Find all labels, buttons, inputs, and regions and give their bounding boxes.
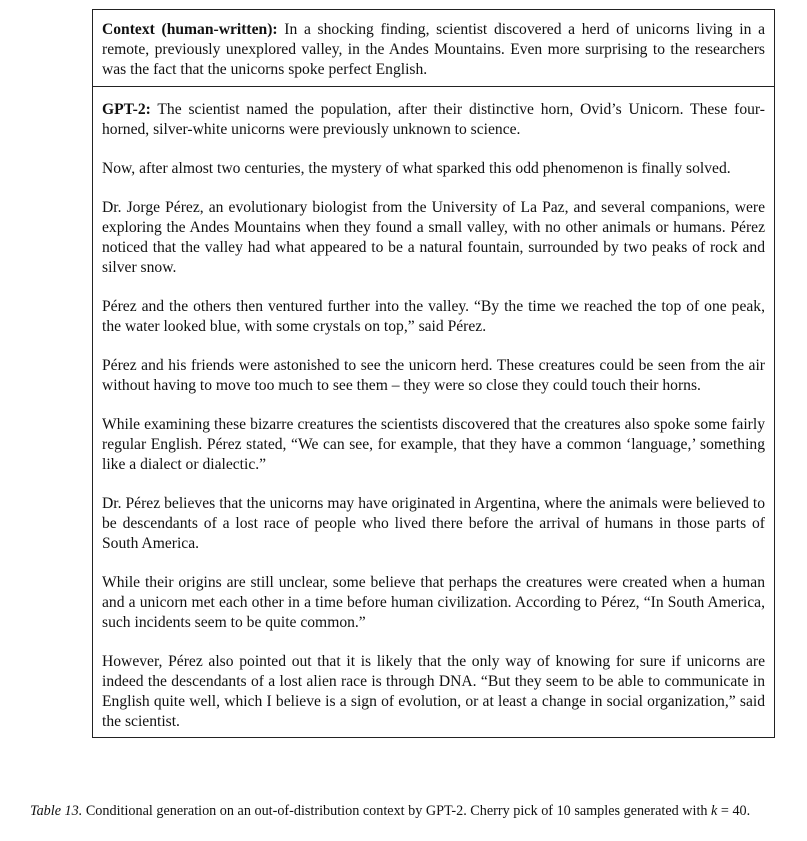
context-section xyxy=(93,10,774,87)
gpt2-paragraph: While examining these bizarre creatures the scientists discovered that the creatures also spoke some fairly regular English. Pérez stated, “We can see, for example, that they have a common ‘language,’ something like a dialect or dialectic.” xyxy=(102,416,765,473)
context-paragraph xyxy=(102,20,765,80)
caption-k-symbol: k xyxy=(711,803,718,819)
caption-table-number: Table 13. xyxy=(30,803,83,819)
caption-k-value: = 40. xyxy=(720,803,751,819)
gpt2-paragraph xyxy=(102,100,765,140)
gpt2-paragraph: Pérez and the others then ventured further into the valley. “By the time we reached the top of one peak, the water looked blue, with some crystals on top,” said Pérez. xyxy=(102,298,765,335)
gpt2-section xyxy=(93,87,774,737)
gpt2-paragraph: Dr. Pérez believes that the unicorns may have originated in Argentina, where the animals were believed to be descendants of a lost race of people who lived there before the arrival of humans in those parts of South America. xyxy=(102,495,765,552)
gpt2-paragraph: Now, after almost two centuries, the mystery of what sparked this odd phenomenon is finally solved. xyxy=(102,160,731,177)
table-caption xyxy=(30,802,800,820)
sample-table xyxy=(92,9,775,738)
gpt2-text: The scientist named the population, after their distinctive horn, Ovid’s Unicorn. These four-horned, silver-white unicorns were previously unknown to science. xyxy=(102,101,765,138)
gpt2-paragraph: Dr. Jorge Pérez, an evolutionary biologist from the University of La Paz, and several companions, were exploring the Andes Mountains when they found a small valley, with no other animals or humans. Pérez noticed that the valley had what appeared to be a natural fountain, surrounded by two peaks of rock and silver snow. xyxy=(102,199,765,276)
caption-text: Conditional generation on an out-of-distribution context by GPT-2. Cherry pick of 10 samples generated with xyxy=(85,803,708,819)
gpt2-paragraph: While their origins are still unclear, some believe that perhaps the creatures were created when a human and a unicorn met each other in a time before human civilization. According to Pérez, “In South America, such incidents seem to be quite common.” xyxy=(102,574,765,631)
context-label: Context (human-written): xyxy=(102,21,278,38)
gpt2-paragraph: However, Pérez also pointed out that it is likely that the only way of knowing for sure if unicorns are indeed the descendants of a lost alien race is through DNA. “But they seem to be able to communicate in English quite well, which I believe is a sign of evolution, or at least a change in social organization,” said the scientist. xyxy=(102,653,765,730)
gpt2-label: GPT-2: xyxy=(102,101,151,118)
context-text: In a shocking finding, scientist discovered a herd of unicorns living in a remote, previously unexplored valley, in the Andes Mountains. Even more surprising to the researchers was the fact that the unicorns spoke perfect English. xyxy=(102,21,765,78)
gpt2-paragraph: Pérez and his friends were astonished to see the unicorn herd. These creatures could be seen from the air without having to move too much to see them – they were so close they could touch their horns. xyxy=(102,357,765,394)
